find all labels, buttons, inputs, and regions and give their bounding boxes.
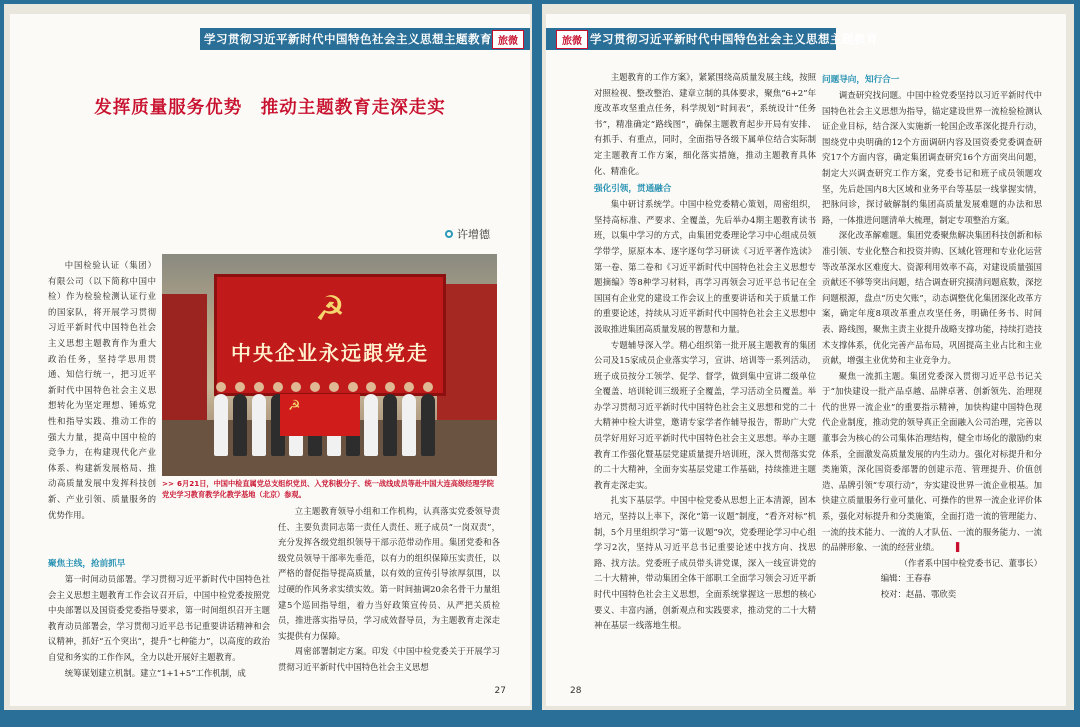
intro-paragraph: 中国检验认证（集团）有限公司（以下简称中国中检）作为检验检测认证行业的国家队，将开展学习贯彻习近平新时代中国特色社会主义思想主题教育作为重大政治任务，坚持学思用贯通、知信行统一，把习近平新时代中国特色社会主义思想转化为坚定理想、锤炼党性和指导实践、推动工作的强大力量，提高中国中检的竞争力，在构建现代化产业体系、构建新发展格局、推动高质量发展中发挥科技创新、产业引领、质量服务的优势作用。: [48, 260, 156, 520]
right-column-1: [594, 70, 816, 682]
party-flag: [280, 394, 360, 436]
author-name: 许增德: [457, 228, 490, 241]
left-column-2: [48, 554, 270, 688]
right-header-bar: [546, 28, 878, 50]
author-signature: （作者系中国中检党委书记、董事长）: [899, 557, 1042, 568]
caption-arrow-icon: >>: [162, 479, 175, 488]
header-badge-right: 旅微: [556, 30, 588, 49]
page-number-left: 27: [494, 686, 506, 696]
page-number-right: 28: [570, 686, 582, 696]
r-col2-paragraph-3-text: 聚焦一流抓主题。集团党委深入贯彻习近平总书记关于“加快建设一批产品卓越、品牌卓著、创新领先、治理现代的世界一流企业”的重要指示精神，加快构建中国特色现代企业制度，推动党的领导真正全面融入公司治理，完善以董事会为核心的公司集体治理结构，健全市场化的激励约束体系，全面激发高质量发展的内生动力。强化对标提升和分类施策，深化国资委部署的创建示范、管理提升、价值创造、品牌引领“专项行动”，夯实建设世界一流企业根基。加快建立质量服务行业可量化、可操作的世界一流企业评价体系，强化对标提升和分类施策，全面打造一流的管理能力、一流的技术能力、一流的人才队伍、一流的服务能力、一流的品牌形象、一流的经营业绩。: [822, 370, 1042, 553]
article-title: 发挥质量服务优势 推动主题教育走深走实: [94, 98, 446, 118]
party-emblem-icon: ☭: [314, 289, 346, 329]
section-heading-2: 强化引领，贯通融合: [594, 184, 672, 195]
author-line: [445, 226, 490, 242]
r-col1-paragraph-1: 主题教育的工作方案》，紧紧围绕高质量发展主线，按照对照检视、整改整治、建章立制的具体要求，聚焦“6+2”年度改革攻坚重点任务，科学规划“时间表”，系统设计“任务书”，精准确定“路线图”，确保主题教育起步开局有安排、有抓手、有重点，同时，全面指导各级下属单位结合实际制定主题教育工作方案，细化落实措施，推动主题教育具体化、精准化。: [594, 72, 816, 176]
left-header-bar: [200, 28, 530, 50]
proofreader-line: 校对：赵晶、鄂欣奕: [880, 589, 957, 599]
photo-slogan: 中央企业永远跟党走: [231, 341, 429, 365]
section-heading-3: 问题导向，知行合一: [822, 75, 900, 85]
r-col2-paragraph-2: 深化改革解难题。集团党委聚焦解决集团科技创新和标准引领、专业化整合和投资并购、区域化管理和专业化运营等改革深水区难度大、资源利用效率不高，对建设质量强国贡献还不够等突出问题，结合调查研究摸清问题底数，深挖问题根源，盘点“历史欠账”，动态调整优化集团深化改革方案，确定年度8项改革重点攻坚任务，明确任务书、时间表、路线图，聚焦主责主业提升战略支撑功能，持续打造技术支撑体系，优化完善产品布局，巩固提高主业占比和主业贡献，增强主业优势和主业竞争力。: [822, 230, 1042, 366]
end-mark: ▌: [956, 542, 963, 553]
right-column-2: [822, 70, 1042, 682]
article-photo: [162, 254, 497, 476]
r-col2-paragraph-3: [822, 369, 1042, 556]
header-text-right: 学习贯彻习近平新时代中国特色社会主义思想主题教育: [590, 32, 878, 46]
header-badge: 旅微: [492, 30, 524, 49]
caption-text: 6月21日，中国中检直属党总支组织党员、入党积极分子、统一战线成员等赴中国大连高级经理学院党史学习教育教学化教学基地（北京）参观。: [162, 479, 494, 499]
r-col1-paragraph-3: 专题辅导深入学。精心组织第一批开展主题教育的集团公司及15家成员企业落实学习，宣讲、培训等一系列活动，班子成员按分工领学、促学、督学，做到集中宣讲二级单位全覆盖、培训轮训三级班子全覆盖，学习活动全员覆盖。举办学习贯彻习近平新时代中国特色社会主义思想和党的二十大精神中检大讲堂，邀请专家学者作辅导报告，帮助广大党员学好用好习近平新时代中国特色社会主义思想。举办主题教育工作强化暨基层党建质量提升培训班，深入贯彻落实党的二十大精神，全面夯实基层党建工作基础，持续推进主题教育走深走实。: [594, 339, 816, 490]
header-text: 学习贯彻习近平新时代中国特色社会主义思想主题教育: [204, 32, 492, 46]
section1-paragraph-1: 第一时间动员部署。学习贯彻习近平新时代中国特色社会主义思想主题教育工作会议召开后，中国中检党委按照党中央部署以及国资委党委指导要求，第一时间组织召开主题教育动员部署会，学习贯彻习近平总书记重要讲话精神和会议精神，抓好“五个突出”，提升“七种能力”，以高度的政治自觉和务实的工作作风，全力以赴开展好主题教育。: [48, 574, 270, 662]
flag-emblem-icon: ☭: [288, 398, 301, 414]
r-col2-paragraph-1: 调查研究找问题。中国中检党委坚持以习近平新时代中国特色社会主义思想为指导，锚定建设世界一流检验检测认证企业目标，结合深入实施新一轮国企改革深化提升行动，围绕党中央明确的12个方面调研内容及国资委党委调查研究17个方面内容，确定集团调查研究16个方面突出问题，制定大兴调查研究工作方案，党委书记和班子成员领题攻坚，先后赴国内8大区域和业务平台等基层一线掌握实情，把脉问诊，探讨破解制约集团高质量发展难题的办法和思路，一体推进问题清单大梳理，制定专项整治方案。: [822, 90, 1042, 225]
editor-line: 编辑：王春春: [880, 573, 932, 584]
section-heading-1: 聚焦主线，抢前抓早: [48, 559, 126, 569]
intro-column: [48, 258, 156, 540]
col3-paragraph-1: 立主题教育领导小组和工作机构，认真落实党委领导责任、主要负责同志第一责任人责任、班子成员“一岗双责”，充分发挥各级党组织领导干部示范带动作用。集团党委和各级党员领导干部率先垂范，以有力的组织保障压实责任，以严格的督促指导提高质量，以有效的宣传引导浓厚氛围，以过硬的作风务求实绩实效。第一时间抽调20余名骨干力量组建5个巡回指导组，着力当好政策宣传员、从严把关质检员，推进落实指导员，学习成效督导员，为主题教育走深走实提供有力保障。: [278, 506, 500, 641]
author-dot-icon: [445, 230, 453, 238]
photo-caption: [162, 478, 497, 500]
r-col1-paragraph-4: 扎实下基层学。中国中检党委从思想上正本清源，固本培元，坚持以上率下，深化“第一议题”制度，“看齐对标”机制，5个月里组织学习“第一议题”9次，党委理论学习中心组学习2次，坚持从习近平总书记重要论述中找方向、找思路、找方法。党委班子成员带头讲党课，深入一线宣讲党的二十大精神，带动集团全体干部职工全面学习领会习近平新时代中国特色社会主义思想，全面系统掌握这一思想的核心要义、丰富内涵，创新观点和实践要求，推动党的二十大精神在基层一线落地生根。: [594, 495, 816, 631]
r-col1-paragraph-2: 集中研讨系统学。中国中检党委精心策划，周密组织，坚持高标准、严要求、全覆盖，先后举办4期主题教育读书班，以集中学习的方式，由集团党委理论学习中心组成员领学带学，原原本本、逐字逐句学习研读《习近平著作选读》第一卷、第二卷和《习近平新时代中国特色社会主义思想专题摘编》等8种学习材料，再学习再领会习近平总书记在全国国有企业党的建设工作会议上的重要讲话和关于质量工作的重要论述，持续从习近平新时代中国特色社会主义思想中汲取推进集团高质量发展的智慧和力量。: [594, 199, 816, 334]
col3-paragraph-2: 周密部署制定方案。印发《中国中检党委关于开展学习贯彻习近平新时代中国特色社会主义思想: [278, 646, 500, 672]
section1-paragraph-2: 统筹谋划建立机制。建立“1+1+5”工作机制，成: [64, 667, 246, 678]
left-page: [10, 14, 530, 706]
left-column-3: [278, 504, 500, 688]
right-page: [546, 14, 1066, 706]
